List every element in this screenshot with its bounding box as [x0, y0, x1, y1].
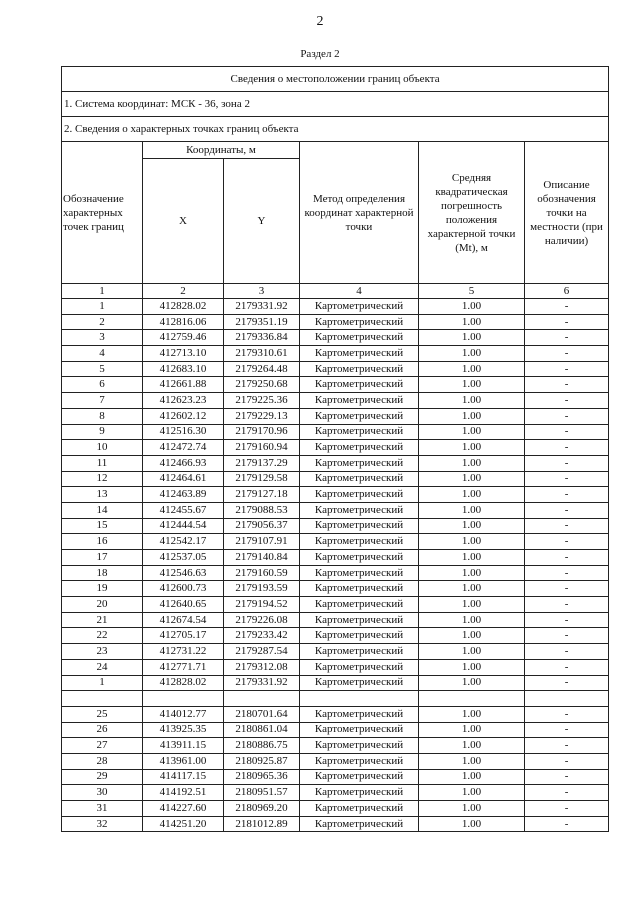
cell-coord-y: 2179310.61 — [224, 346, 300, 362]
cell-coord-x: 412661.88 — [143, 377, 224, 393]
table-row — [62, 534, 609, 550]
cell-method: Картометрический — [300, 377, 419, 393]
cell-accuracy: 1.00 — [419, 722, 525, 738]
table-row — [62, 377, 609, 393]
cell-description: - — [525, 816, 609, 832]
cell-coord-y — [224, 691, 300, 707]
cell-accuracy: 1.00 — [419, 330, 525, 346]
cell-description: - — [525, 753, 609, 769]
cell-description: - — [525, 487, 609, 503]
cell-accuracy: 1.00 — [419, 738, 525, 754]
cell-point-id: 18 — [62, 565, 143, 581]
cell-coord-x — [143, 691, 224, 707]
cell-coord-y: 2179331.92 — [224, 675, 300, 691]
cell-point-id: 6 — [62, 377, 143, 393]
cell-accuracy: 1.00 — [419, 408, 525, 424]
cell-description: - — [525, 550, 609, 566]
cell-method: Картометрический — [300, 597, 419, 613]
cell-coord-y: 2179336.84 — [224, 330, 300, 346]
table-row — [62, 706, 609, 722]
cell-accuracy: 1.00 — [419, 565, 525, 581]
cell-method: Картометрический — [300, 518, 419, 534]
cell-coord-y: 2180951.57 — [224, 785, 300, 801]
cell-description: - — [525, 738, 609, 754]
cell-description: - — [525, 502, 609, 518]
table-row — [62, 346, 609, 362]
cell-coord-y: 2179193.59 — [224, 581, 300, 597]
cell-accuracy: 1.00 — [419, 801, 525, 817]
cell-point-id: 29 — [62, 769, 143, 785]
cell-point-id: 8 — [62, 408, 143, 424]
cell-coord-x: 412542.17 — [143, 534, 224, 550]
cell-point-id: 32 — [62, 816, 143, 832]
cell-accuracy: 1.00 — [419, 753, 525, 769]
cell-accuracy — [419, 691, 525, 707]
cell-coord-x: 413925.35 — [143, 722, 224, 738]
cell-description: - — [525, 518, 609, 534]
boundary-points-table — [61, 66, 609, 832]
table-row — [62, 550, 609, 566]
page-number: 2 — [316, 14, 324, 29]
table-row — [62, 518, 609, 534]
header-description: Описание обозначения точки на местности (при наличии) — [525, 142, 609, 284]
table-row — [62, 769, 609, 785]
cell-description: - — [525, 534, 609, 550]
cell-method: Картометрический — [300, 487, 419, 503]
cell-description: - — [525, 785, 609, 801]
cell-description: - — [525, 424, 609, 440]
cell-description: - — [525, 801, 609, 817]
cell-coord-y: 2179088.53 — [224, 502, 300, 518]
cell-coord-x: 412828.02 — [143, 299, 224, 315]
cell-accuracy: 1.00 — [419, 675, 525, 691]
table-row — [62, 785, 609, 801]
cell-coord-y: 2180701.64 — [224, 706, 300, 722]
cell-point-id — [62, 691, 143, 707]
cell-point-id: 26 — [62, 722, 143, 738]
cell-coord-y: 2179229.13 — [224, 408, 300, 424]
cell-coord-y: 2179287.54 — [224, 644, 300, 660]
cell-method: Картометрический — [300, 330, 419, 346]
cell-method: Картометрический — [300, 314, 419, 330]
cell-point-id: 12 — [62, 471, 143, 487]
cell-coord-x: 412472.74 — [143, 440, 224, 456]
cell-coord-y: 2179056.37 — [224, 518, 300, 534]
cell-accuracy: 1.00 — [419, 518, 525, 534]
table-row — [62, 330, 609, 346]
cell-method: Картометрический — [300, 534, 419, 550]
cell-point-id: 23 — [62, 644, 143, 660]
cell-coord-y: 2179331.92 — [224, 299, 300, 315]
column-number: 5 — [419, 284, 525, 299]
cell-accuracy: 1.00 — [419, 706, 525, 722]
cell-method: Картометрический — [300, 502, 419, 518]
cell-description: - — [525, 314, 609, 330]
cell-accuracy: 1.00 — [419, 628, 525, 644]
cell-method: Картометрический — [300, 706, 419, 722]
cell-method: Картометрический — [300, 581, 419, 597]
table-row — [62, 722, 609, 738]
cell-method: Картометрический — [300, 801, 419, 817]
cell-accuracy: 1.00 — [419, 346, 525, 362]
cell-coord-x: 412464.61 — [143, 471, 224, 487]
header-y: Y — [224, 159, 300, 284]
cell-description: - — [525, 581, 609, 597]
table-row — [62, 424, 609, 440]
cell-method: Картометрический — [300, 550, 419, 566]
table-row — [62, 299, 609, 315]
table-row — [62, 644, 609, 660]
cell-accuracy: 1.00 — [419, 659, 525, 675]
cell-method: Картометрический — [300, 612, 419, 628]
cell-method: Картометрический — [300, 753, 419, 769]
cell-coord-y: 2180965.36 — [224, 769, 300, 785]
cell-description — [525, 691, 609, 707]
table-row — [62, 314, 609, 330]
cell-accuracy: 1.00 — [419, 816, 525, 832]
cell-coord-y: 2179129.58 — [224, 471, 300, 487]
cell-coord-y: 2179127.18 — [224, 487, 300, 503]
cell-accuracy: 1.00 — [419, 769, 525, 785]
table-row — [62, 753, 609, 769]
cell-description: - — [525, 408, 609, 424]
section-title: Раздел 2 — [300, 48, 340, 60]
table-row — [62, 816, 609, 832]
cell-coord-x: 412546.63 — [143, 565, 224, 581]
table-row — [62, 487, 609, 503]
cell-description: - — [525, 597, 609, 613]
table-row — [62, 675, 609, 691]
cell-point-id: 25 — [62, 706, 143, 722]
cell-description: - — [525, 628, 609, 644]
cell-accuracy: 1.00 — [419, 471, 525, 487]
cell-description: - — [525, 612, 609, 628]
points-caption: 2. Сведения о характерных точках границ объекта — [62, 117, 609, 142]
table-row — [62, 565, 609, 581]
cell-accuracy: 1.00 — [419, 424, 525, 440]
cell-description: - — [525, 361, 609, 377]
table-row — [62, 659, 609, 675]
cell-coord-x: 412828.02 — [143, 675, 224, 691]
cell-coord-x: 412602.12 — [143, 408, 224, 424]
table-row — [62, 455, 609, 471]
cell-point-id: 16 — [62, 534, 143, 550]
column-number: 1 — [62, 284, 143, 299]
cell-coord-x: 412731.22 — [143, 644, 224, 660]
cell-coord-y: 2179312.08 — [224, 659, 300, 675]
cell-coord-x: 412640.65 — [143, 597, 224, 613]
table-row — [62, 393, 609, 409]
cell-accuracy: 1.00 — [419, 377, 525, 393]
coordinate-system: 1. Система координат: МСК - 36, зона 2 — [62, 92, 609, 117]
cell-coord-x: 412683.10 — [143, 361, 224, 377]
cell-point-id: 11 — [62, 455, 143, 471]
cell-description: - — [525, 330, 609, 346]
cell-point-id: 5 — [62, 361, 143, 377]
cell-accuracy: 1.00 — [419, 612, 525, 628]
cell-description: - — [525, 455, 609, 471]
cell-accuracy: 1.00 — [419, 393, 525, 409]
cell-coord-y: 2179160.59 — [224, 565, 300, 581]
cell-method: Картометрический — [300, 738, 419, 754]
cell-point-id: 13 — [62, 487, 143, 503]
cell-coord-x: 412600.73 — [143, 581, 224, 597]
cell-method: Картометрический — [300, 299, 419, 315]
table-row — [62, 440, 609, 456]
cell-point-id: 4 — [62, 346, 143, 362]
cell-point-id: 1 — [62, 299, 143, 315]
cell-method: Картометрический — [300, 440, 419, 456]
cell-point-id: 21 — [62, 612, 143, 628]
cell-description: - — [525, 644, 609, 660]
cell-coord-y: 2179137.29 — [224, 455, 300, 471]
table-row — [62, 801, 609, 817]
cell-method: Картометрический — [300, 424, 419, 440]
table-row — [62, 471, 609, 487]
cell-method: Картометрический — [300, 659, 419, 675]
cell-description: - — [525, 471, 609, 487]
cell-description: - — [525, 393, 609, 409]
cell-method: Картометрический — [300, 816, 419, 832]
cell-coord-y: 2180969.20 — [224, 801, 300, 817]
cell-coord-x: 414251.20 — [143, 816, 224, 832]
cell-method: Картометрический — [300, 361, 419, 377]
table-row — [62, 628, 609, 644]
cell-point-id: 28 — [62, 753, 143, 769]
header-designation: Обозначение характерных точек границ — [62, 142, 143, 284]
cell-point-id: 30 — [62, 785, 143, 801]
cell-coord-y: 2179107.91 — [224, 534, 300, 550]
cell-accuracy: 1.00 — [419, 487, 525, 503]
table-body — [62, 299, 609, 832]
header-error: Средняя квадратическая погрешность положения характерной точки (Mt), м — [419, 142, 525, 284]
cell-method: Картометрический — [300, 675, 419, 691]
cell-coord-y: 2181012.89 — [224, 816, 300, 832]
cell-accuracy: 1.00 — [419, 440, 525, 456]
cell-method: Картометрический — [300, 471, 419, 487]
cell-method: Картометрический — [300, 722, 419, 738]
cell-coord-y: 2179264.48 — [224, 361, 300, 377]
table-row — [62, 502, 609, 518]
cell-accuracy: 1.00 — [419, 361, 525, 377]
table-row — [62, 612, 609, 628]
cell-coord-y: 2179160.94 — [224, 440, 300, 456]
cell-coord-x: 412516.30 — [143, 424, 224, 440]
cell-description: - — [525, 346, 609, 362]
cell-coord-y: 2179226.08 — [224, 612, 300, 628]
cell-point-id: 3 — [62, 330, 143, 346]
cell-coord-x: 412713.10 — [143, 346, 224, 362]
cell-coord-y: 2180925.87 — [224, 753, 300, 769]
table-row — [62, 361, 609, 377]
table-row — [62, 691, 609, 707]
cell-coord-y: 2179250.68 — [224, 377, 300, 393]
cell-point-id: 17 — [62, 550, 143, 566]
cell-coord-x: 412623.23 — [143, 393, 224, 409]
cell-accuracy: 1.00 — [419, 299, 525, 315]
cell-coord-y: 2179140.84 — [224, 550, 300, 566]
cell-point-id: 27 — [62, 738, 143, 754]
cell-coord-x: 412674.54 — [143, 612, 224, 628]
cell-point-id: 31 — [62, 801, 143, 817]
cell-coord-x: 412537.05 — [143, 550, 224, 566]
cell-point-id: 15 — [62, 518, 143, 534]
cell-method: Картометрический — [300, 644, 419, 660]
cell-coord-x: 414192.51 — [143, 785, 224, 801]
cell-coord-y: 2179170.96 — [224, 424, 300, 440]
cell-description: - — [525, 675, 609, 691]
table-row — [62, 408, 609, 424]
cell-description: - — [525, 565, 609, 581]
cell-point-id: 9 — [62, 424, 143, 440]
cell-description: - — [525, 299, 609, 315]
table-row — [62, 581, 609, 597]
cell-coord-x: 412463.89 — [143, 487, 224, 503]
cell-accuracy: 1.00 — [419, 644, 525, 660]
column-number: 3 — [224, 284, 300, 299]
cell-method: Картометрический — [300, 769, 419, 785]
column-number: 2 — [143, 284, 224, 299]
cell-point-id: 10 — [62, 440, 143, 456]
cell-coord-y: 2180861.04 — [224, 722, 300, 738]
cell-description: - — [525, 377, 609, 393]
cell-coord-x: 413911.15 — [143, 738, 224, 754]
cell-accuracy: 1.00 — [419, 455, 525, 471]
cell-description: - — [525, 722, 609, 738]
cell-coord-x: 412816.06 — [143, 314, 224, 330]
cell-coord-x: 412771.71 — [143, 659, 224, 675]
cell-coord-x: 413961.00 — [143, 753, 224, 769]
cell-coord-x: 414012.77 — [143, 706, 224, 722]
cell-coord-x: 414227.60 — [143, 801, 224, 817]
cell-coord-y: 2179351.19 — [224, 314, 300, 330]
header-coordinates: Координаты, м — [143, 142, 300, 159]
cell-accuracy: 1.00 — [419, 314, 525, 330]
cell-accuracy: 1.00 — [419, 785, 525, 801]
cell-description: - — [525, 769, 609, 785]
cell-method: Картометрический — [300, 393, 419, 409]
cell-coord-y: 2179194.52 — [224, 597, 300, 613]
cell-method: Картометрический — [300, 565, 419, 581]
cell-point-id: 24 — [62, 659, 143, 675]
cell-accuracy: 1.00 — [419, 550, 525, 566]
cell-method: Картометрический — [300, 455, 419, 471]
cell-coord-y: 2179233.42 — [224, 628, 300, 644]
cell-method — [300, 691, 419, 707]
cell-accuracy: 1.00 — [419, 597, 525, 613]
cell-coord-x: 412705.17 — [143, 628, 224, 644]
cell-method: Картометрический — [300, 408, 419, 424]
column-number: 6 — [525, 284, 609, 299]
cell-coord-x: 412759.46 — [143, 330, 224, 346]
cell-coord-y: 2180886.75 — [224, 738, 300, 754]
header-method: Метод определения координат характерной точки — [300, 142, 419, 284]
table-title: Сведения о местоположении границ объекта — [62, 67, 609, 92]
cell-point-id: 14 — [62, 502, 143, 518]
cell-method: Картометрический — [300, 785, 419, 801]
cell-point-id: 1 — [62, 675, 143, 691]
cell-description: - — [525, 440, 609, 456]
cell-description: - — [525, 706, 609, 722]
cell-coord-x: 412455.67 — [143, 502, 224, 518]
cell-point-id: 2 — [62, 314, 143, 330]
cell-coord-x: 412444.54 — [143, 518, 224, 534]
cell-point-id: 20 — [62, 597, 143, 613]
column-number: 4 — [300, 284, 419, 299]
table-row — [62, 597, 609, 613]
cell-description: - — [525, 659, 609, 675]
cell-accuracy: 1.00 — [419, 502, 525, 518]
cell-coord-x: 412466.93 — [143, 455, 224, 471]
cell-point-id: 7 — [62, 393, 143, 409]
cell-coord-x: 414117.15 — [143, 769, 224, 785]
cell-point-id: 19 — [62, 581, 143, 597]
cell-coord-y: 2179225.36 — [224, 393, 300, 409]
cell-accuracy: 1.00 — [419, 581, 525, 597]
header-x: X — [143, 159, 224, 284]
cell-method: Картометрический — [300, 628, 419, 644]
cell-accuracy: 1.00 — [419, 534, 525, 550]
table-row — [62, 738, 609, 754]
cell-point-id: 22 — [62, 628, 143, 644]
cell-method: Картометрический — [300, 346, 419, 362]
